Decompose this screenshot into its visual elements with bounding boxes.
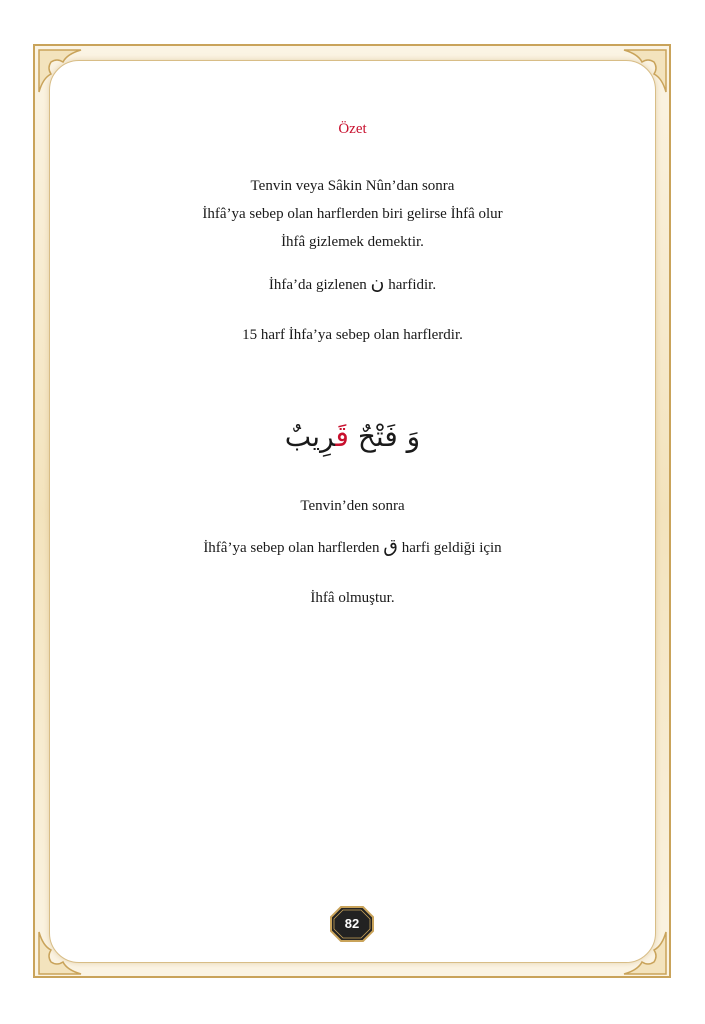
hidden-letter-line bbox=[0, 272, 705, 294]
arabic-example bbox=[0, 420, 705, 453]
arabic-letter-qaf: ق bbox=[383, 535, 398, 557]
explanation-line-2 bbox=[0, 535, 705, 557]
hidden-letter-after: harfidir. bbox=[388, 277, 437, 293]
explanation-line-3: İhfâ olmuştur. bbox=[310, 590, 395, 606]
arabic-example-part1: وَ فَتْحٌ bbox=[357, 420, 421, 453]
summary-line-1: Tenvin veya Sâkin Nûn’dan sonra bbox=[250, 178, 455, 194]
ornament-corner-icon bbox=[622, 48, 668, 94]
hidden-letter-before: İhfa’da gizlenen bbox=[268, 277, 367, 293]
page-title: Özet bbox=[338, 121, 367, 137]
ornament-corner-icon bbox=[622, 930, 668, 976]
arabic-example-highlight: قَ bbox=[335, 420, 349, 453]
explanation-line-2-before: İhfâ’ya sebep olan harflerden bbox=[203, 540, 380, 556]
explanation-line-2-after: harfi geldiği için bbox=[401, 540, 502, 556]
explanation-line-1: Tenvin’den sonra bbox=[300, 498, 405, 514]
page-number-badge bbox=[329, 905, 375, 943]
arabic-example-part2: رِيبٌ bbox=[284, 420, 336, 453]
letters-count-line: 15 harf İhfa’ya sebep olan harflerdir. bbox=[242, 327, 463, 343]
page-number: 82 bbox=[344, 916, 360, 931]
summary-line-3: İhfâ gizlemek demektir. bbox=[281, 234, 424, 250]
ornament-corner-icon bbox=[37, 48, 83, 94]
ornament-corner-icon bbox=[37, 930, 83, 976]
summary-line-2: İhfâ’ya sebep olan harflerden biri gelirse İhfâ olur bbox=[202, 206, 503, 222]
arabic-letter-nun: ن bbox=[370, 272, 385, 294]
